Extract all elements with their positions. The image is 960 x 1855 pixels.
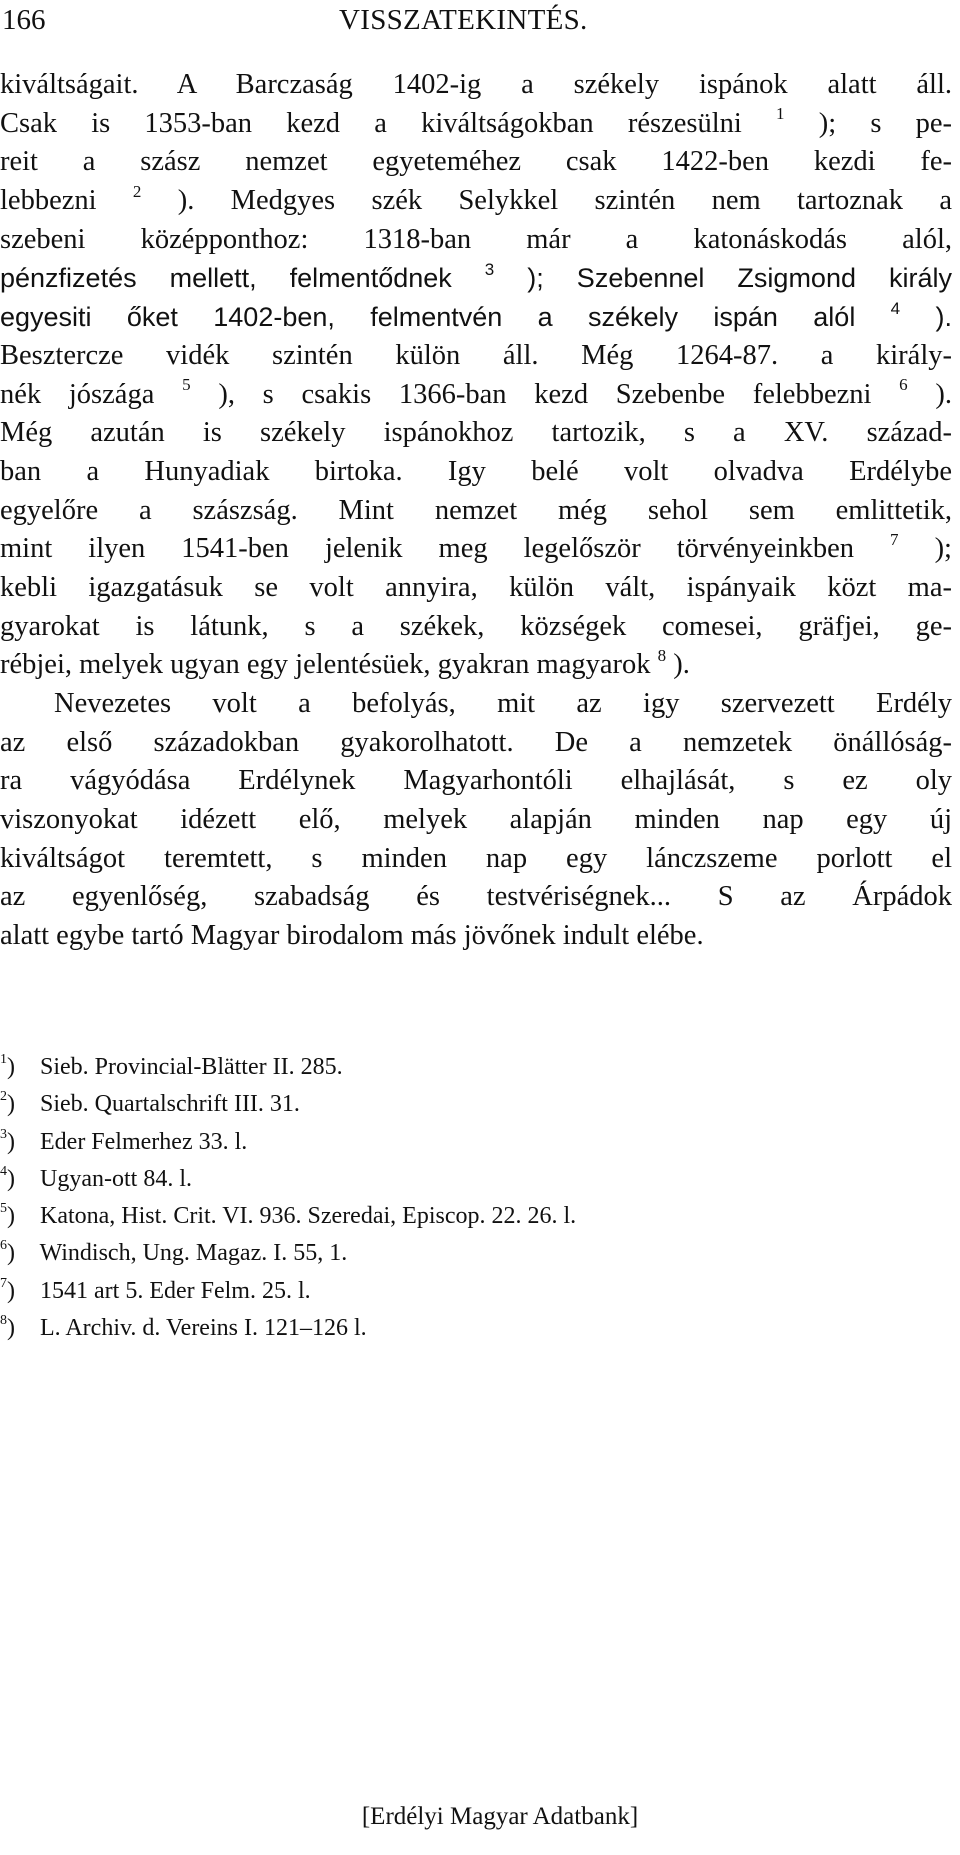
footnote-number-value: 7 (0, 1275, 7, 1291)
footnote-marker: 7 (890, 529, 899, 549)
text-line (0, 685, 952, 724)
footnote-number: $^6$) (0, 1238, 15, 1267)
footnote-item (0, 1049, 700, 1086)
text-segment: Nevezetes volt a befolyás, mit az igy szervezett Erdély (54, 688, 952, 719)
footnote-marker: 3 (484, 260, 495, 280)
text-segment: egyelőre a szászság. Mint nemzet még sehol sem emlittetik, (0, 494, 952, 526)
footnote-marker: 6 (899, 375, 908, 394)
footnote-item (0, 1198, 700, 1235)
text-segment: lebbezni (0, 185, 133, 217)
text-segment: Még azután is székely ispánokhoz tartozik, s a XV. század- (0, 417, 952, 449)
text-segment: alatt egybe tartó Magyar birodalom más jövőnek indult elébe. (0, 920, 704, 952)
text-segment: pénzfizetés mellett, felmentődnek (0, 263, 485, 294)
text-segment: ); (898, 533, 952, 565)
text-segment: ); Szebennel Zsigmond király (494, 263, 953, 294)
text-line (0, 762, 952, 801)
footnote-number: $^7$) (0, 1275, 15, 1304)
text-segment: ); s pe- (784, 107, 953, 139)
text-segment: viszonyokat idézett elő, melyek alapján minden nap egy új (0, 804, 952, 836)
text-line (0, 453, 952, 492)
footnote-item (0, 1235, 700, 1272)
body-text (0, 66, 952, 956)
footnote-text: Sieb. Provincial-Blätter II. 285. (34, 1054, 343, 1080)
text-segment: Csak is 1353-ban kezd a kiváltságokban részesülni (0, 107, 777, 139)
footnote-number: $^2$) (0, 1089, 15, 1118)
text-segment: az első századokban gyakorolhatott. De a nemzetek önállóság- (0, 726, 952, 758)
text-segment: ). Medgyes szék Selykkel szintén nem tartoznak a (141, 185, 952, 217)
footnote-number-value: 6 (0, 1238, 7, 1254)
footnote-marker: 5 (182, 375, 191, 394)
footer-source: [Erdélyi Magyar Adatbank] (361, 1803, 639, 1830)
footnote-text: 1541 art 5. Eder Felm. 25. l. (34, 1277, 311, 1304)
text-line (0, 724, 952, 763)
text-line (0, 259, 952, 298)
text-segment: ). (900, 302, 952, 333)
text-segment: reit a szász nemzet egyeteméhez csak 1422-ben kezdi fe- (0, 146, 952, 178)
text-segment: ra vágyódása Erdélynek Magyarhontóli elhajlását, s ez oly (0, 765, 952, 797)
footnote-item (0, 1161, 700, 1198)
text-line (0, 840, 952, 879)
footnote-number-value: 1 (0, 1052, 7, 1067)
text-segment: mint ilyen 1541-ben jelenik meg legelőször törvényeinkben (0, 533, 891, 565)
footnote-marker: 1 (776, 104, 785, 124)
footnote-number: $^1$) (0, 1052, 15, 1080)
text-line (0, 801, 952, 840)
text-line (0, 608, 952, 647)
text-line (0, 337, 952, 376)
text-line (0, 105, 952, 144)
text-line (0, 492, 952, 531)
footnote-text: L. Archiv. d. Vereins I. 121–126 l. (34, 1315, 367, 1342)
footnote-text: Katona, Hist. Crit. VI. 936. Szeredai, Episcop. 22. 26. l. (34, 1203, 577, 1230)
text-segment: az egyenlőség, szabadság és testvériségnek... S az Árpádok (0, 881, 952, 913)
text-line (0, 569, 952, 608)
running-title: VISSZATEKINTÉS. (339, 4, 588, 36)
text-line (0, 414, 952, 453)
footnote-number-value: 4 (0, 1163, 7, 1179)
footnote-item (0, 1086, 700, 1123)
text-line (0, 376, 952, 415)
text-segment: rébjei, melyek ugyan egy jelentésüek, gyakran magyarok (0, 649, 658, 681)
text-segment: kiváltságot teremtett, s minden nap egy lánczszeme porlott el (0, 842, 952, 874)
text-line (0, 530, 952, 569)
footnote-text: Ugyan-ott 84. l. (34, 1165, 192, 1192)
text-segment: Besztercze vidék szintén külön áll. Még 1264-87. a király- (0, 339, 952, 371)
text-segment: egyesiti őket 1402-ben, felmentvén a székely ispán alól (0, 302, 891, 333)
footnote-item (0, 1310, 700, 1347)
text-segment: szebeni középponthoz: 1318-ban már a katonáskodás alól, (0, 223, 952, 255)
footnote-marker: 4 (890, 299, 901, 319)
text-segment: ). (907, 378, 953, 410)
footnotes (0, 1049, 700, 1347)
page-number: 166 (2, 4, 46, 36)
text-segment: nék jószága (0, 378, 183, 410)
footnote-item (0, 1273, 700, 1310)
text-line (0, 298, 952, 337)
footnote-marker: 8 (657, 645, 667, 665)
footnote-number-value: 2 (0, 1089, 7, 1105)
text-segment: kiváltságait. A Barczaság 1402-ig a székely ispánok alatt áll. (0, 69, 952, 100)
footnote-text: Windisch, Ung. Magaz. I. 55, 1. (34, 1240, 348, 1267)
footnote-number-value: 8 (0, 1313, 7, 1329)
footnote-marker: 2 (132, 181, 142, 201)
footnote-number: $^5$) (0, 1201, 15, 1230)
text-line (0, 182, 952, 221)
text-line (0, 221, 952, 260)
text-segment: gyarokat is látunk, s a székek, községek comesei, gräfjei, ge- (0, 610, 952, 642)
text-segment: kebli igazgatásuk se volt annyira, külön vált, ispányaik közt ma- (0, 571, 952, 603)
text-line (0, 917, 952, 956)
footnote-number: $^3$) (0, 1126, 15, 1155)
text-segment: ). (666, 649, 690, 681)
footnote-text: Eder Felmerhez 33. l. (34, 1128, 248, 1155)
footnote-text: Sieb. Quartalschrift III. 31. (34, 1091, 300, 1118)
text-line (0, 878, 952, 917)
footnote-number: $^8$) (0, 1313, 15, 1342)
footnote-item (0, 1124, 700, 1161)
footnote-number-value: 5 (0, 1201, 7, 1217)
text-segment: ban a Hunyadiak birtoka. Igy belé volt olvadva Erdélybe (0, 455, 952, 487)
page-header (0, 4, 960, 44)
text-line (0, 66, 952, 105)
text-line (0, 646, 952, 685)
footnote-number: $^4$) (0, 1163, 15, 1192)
footnote-number-value: 3 (0, 1126, 7, 1142)
text-line (0, 143, 952, 182)
text-segment: ), s csakis 1366-ban kezd Szebenbe felebbezni (190, 378, 900, 410)
